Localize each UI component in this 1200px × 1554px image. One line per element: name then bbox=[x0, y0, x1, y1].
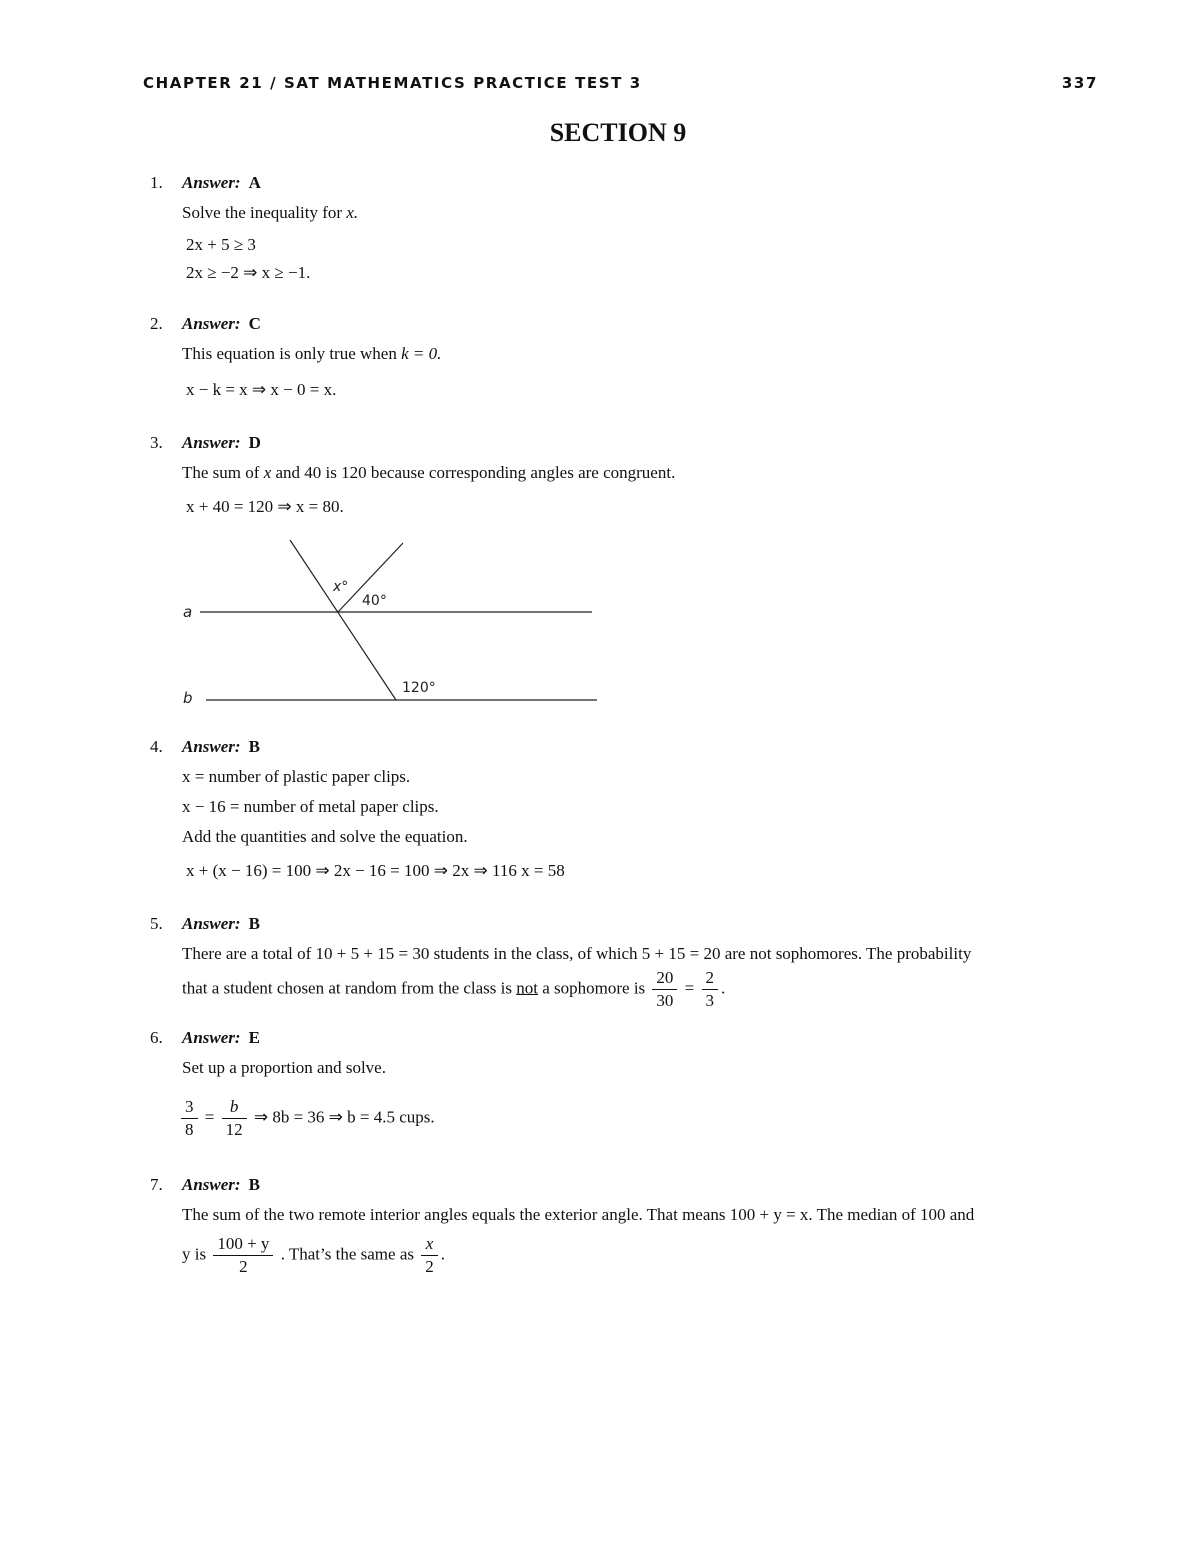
equals-sign: = bbox=[684, 978, 695, 998]
fraction-2-3 bbox=[702, 967, 719, 1012]
answer-label: Answer: bbox=[182, 914, 241, 933]
explanation-text: The sum of the two remote interior angles equals the exterior angle. That means 100 + y = x. The median of 100 and bbox=[182, 1205, 975, 1224]
fraction-3-8 bbox=[181, 1096, 198, 1141]
answer-line-1 bbox=[150, 173, 261, 193]
answer-line-4 bbox=[150, 737, 260, 757]
answer-label: Answer: bbox=[182, 314, 241, 333]
transversal bbox=[290, 540, 396, 700]
item-number: 4. bbox=[150, 737, 163, 756]
item-number: 3. bbox=[150, 433, 163, 452]
equation: x + 40 = 120 ⇒ x = 80. bbox=[186, 497, 344, 516]
explanation-text-part: that a student chosen at random from the class is bbox=[182, 978, 512, 998]
answer-label: Answer: bbox=[182, 173, 241, 192]
equation-rest: ⇒ 8b = 36 ⇒ b = 4.5 cups. bbox=[253, 1107, 435, 1127]
page-number: 337 bbox=[1061, 74, 1098, 92]
label-x-angle: x° bbox=[333, 579, 349, 595]
numerator: 2 bbox=[702, 967, 719, 990]
denominator: 3 bbox=[705, 991, 715, 1010]
answer-letter: E bbox=[248, 1028, 260, 1047]
explanation-text-part: The sum of bbox=[182, 463, 260, 482]
answer-letter: B bbox=[248, 737, 260, 756]
answer-letter: C bbox=[248, 314, 261, 333]
denominator: 30 bbox=[656, 991, 674, 1010]
numerator: 20 bbox=[652, 967, 677, 990]
equation: x + (x − 16) = 100 ⇒ 2x − 16 = 100 ⇒ 2x ⇒ 116 x = 58 bbox=[186, 861, 565, 880]
parallel-lines-diagram bbox=[170, 535, 610, 710]
numerator: b bbox=[222, 1096, 247, 1119]
denominator: 2 bbox=[239, 1257, 248, 1276]
answer-label: Answer: bbox=[182, 737, 241, 756]
denominator: 8 bbox=[185, 1120, 194, 1139]
explanation-text bbox=[182, 203, 358, 223]
explanation-text: Add the quantities and solve the equation. bbox=[182, 827, 468, 846]
explanation-text bbox=[182, 1233, 445, 1278]
fraction-b-12 bbox=[222, 1096, 247, 1141]
explanation-text bbox=[182, 344, 441, 364]
answer-line-2 bbox=[150, 314, 261, 334]
item-number: 1. bbox=[150, 173, 163, 192]
answer-line-3 bbox=[150, 433, 261, 453]
item-number: 5. bbox=[150, 914, 163, 933]
fraction-x-over-2 bbox=[421, 1233, 438, 1278]
explanation-text: There are a total of 10 + 5 + 15 = 30 students in the class, of which 5 + 15 = 20 are not sophomores. The probability bbox=[182, 944, 972, 963]
item-number: 7. bbox=[150, 1175, 163, 1194]
answer-letter: D bbox=[248, 433, 261, 452]
item-number: 6. bbox=[150, 1028, 163, 1047]
section-title: SECTION 9 bbox=[549, 118, 687, 147]
answer-line-5 bbox=[150, 914, 260, 934]
answer-letter: A bbox=[248, 173, 261, 192]
explanation-text-part: Solve the inequality for bbox=[182, 203, 343, 222]
label-120-angle: 120° bbox=[402, 680, 436, 696]
denominator: 12 bbox=[225, 1120, 243, 1139]
fraction-20-30 bbox=[652, 967, 677, 1012]
label-b: b bbox=[183, 689, 193, 707]
numerator: 100 + y bbox=[213, 1233, 273, 1256]
answer-label: Answer: bbox=[182, 433, 241, 452]
item-number: 2. bbox=[150, 314, 163, 333]
denominator: 2 bbox=[425, 1257, 434, 1276]
explanation-text-part: y is bbox=[182, 1244, 207, 1264]
underlined-word: not bbox=[516, 978, 538, 998]
explanation-math: k = 0. bbox=[401, 344, 442, 363]
answer-line-7 bbox=[150, 1175, 260, 1195]
answer-label: Answer: bbox=[182, 1175, 241, 1194]
running-head bbox=[143, 74, 1098, 92]
explanation-text-part: a sophomore is bbox=[542, 978, 646, 998]
explanation-text bbox=[182, 967, 725, 1012]
fraction-100-plus-y-over-2 bbox=[213, 1233, 273, 1278]
explanation-text bbox=[182, 463, 675, 483]
answer-label: Answer: bbox=[182, 1028, 241, 1047]
explanation-text-part: This equation is only true when bbox=[182, 344, 397, 363]
equation: 2x ≥ −2 ⇒ x ≥ −1. bbox=[186, 263, 311, 282]
equation: x − k = x ⇒ x − 0 = x. bbox=[186, 380, 337, 399]
equation bbox=[178, 1096, 435, 1141]
explanation-text: x = number of plastic paper clips. bbox=[182, 767, 411, 786]
label-40-angle: 40° bbox=[362, 593, 387, 609]
variable-x: x. bbox=[346, 203, 359, 222]
answer-letter: B bbox=[248, 1175, 260, 1194]
period: . bbox=[721, 978, 726, 998]
explanation-text: Set up a proportion and solve. bbox=[182, 1058, 386, 1077]
chapter-title: CHAPTER 21 / SAT MATHEMATICS PRACTICE TEST 3 bbox=[143, 74, 642, 92]
answer-line-6 bbox=[150, 1028, 260, 1048]
numerator: 3 bbox=[181, 1096, 198, 1119]
explanation-text: x − 16 = number of metal paper clips. bbox=[182, 797, 439, 816]
explanation-text-part: . That’s the same as bbox=[280, 1244, 414, 1264]
answer-letter: B bbox=[248, 914, 260, 933]
numerator: x bbox=[421, 1233, 438, 1256]
period: . bbox=[440, 1244, 445, 1264]
label-a: a bbox=[183, 603, 193, 621]
explanation-text-part: and 40 is 120 because corresponding angles are congruent. bbox=[275, 463, 676, 482]
equation: 2x + 5 ≥ 3 bbox=[186, 235, 256, 254]
equals-sign: = bbox=[204, 1107, 215, 1127]
variable-x: x bbox=[263, 463, 272, 482]
